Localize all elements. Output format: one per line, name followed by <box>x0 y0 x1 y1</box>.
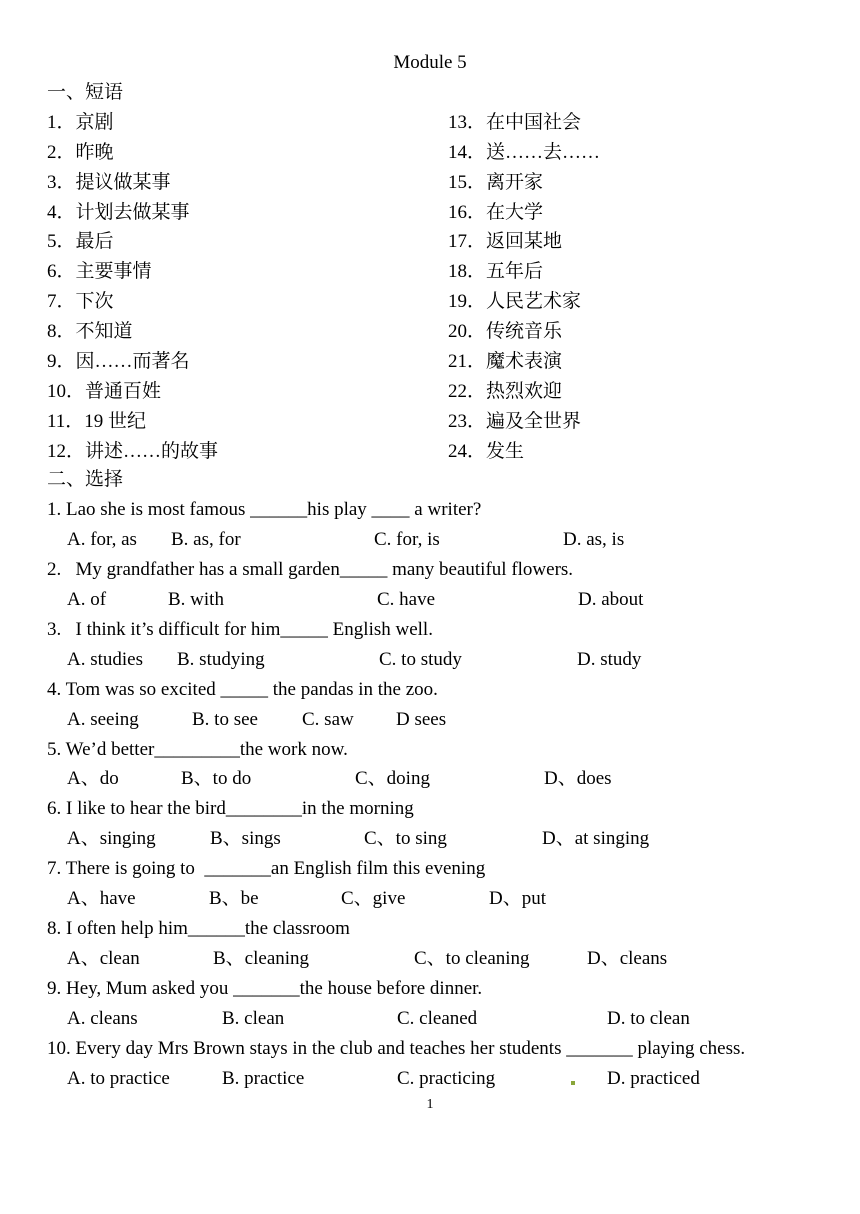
phrase-item: 19．人民艺术家 <box>448 291 582 312</box>
option-d: D. as, is <box>563 529 625 550</box>
option-b: B、cleaning <box>213 948 310 969</box>
question-text: 5. We’d better_________the work now. <box>47 739 348 760</box>
phrase-item: 13．在中国社会 <box>448 112 582 133</box>
phrase-item: 20．传统音乐 <box>448 321 563 342</box>
question-text: 2. My grandfather has a small garden_____ many beautiful flowers. <box>47 559 574 580</box>
phrase-item: 22．热烈欢迎 <box>448 381 563 402</box>
option-d: D. study <box>577 649 642 670</box>
option-d: D、at singing <box>542 828 650 849</box>
option-b: B. studying <box>177 649 265 670</box>
phrase-item: 2．昨晚 <box>47 142 114 163</box>
question-text: 3. I think it’s difficult for him_____ English well. <box>47 619 433 640</box>
option-d: D. to clean <box>607 1008 690 1029</box>
phrase-item: 18．五年后 <box>448 261 544 282</box>
option-c: C、to sing <box>364 828 447 849</box>
question-text: 4. Tom was so excited _____ the pandas in the zoo. <box>47 679 438 700</box>
section-heading-phrases: 一、短语 <box>47 82 124 103</box>
question-text: 6. I like to hear the bird________in the morning <box>47 798 414 819</box>
option-b: B. practice <box>222 1068 305 1089</box>
phrase-item: 9．因……而著名 <box>47 351 190 372</box>
option-d: D. about <box>578 589 644 610</box>
phrase-item: 17．返回某地 <box>448 231 563 252</box>
question-text: 1. Lao she is most famous ______his play ____ a writer? <box>47 499 482 520</box>
phrase-item: 8．不知道 <box>47 321 133 342</box>
option-a: A、singing <box>67 828 156 849</box>
option-d: D、does <box>544 768 612 789</box>
question-text: 7. There is going to _______an English film this evening <box>47 858 486 879</box>
option-a: A. cleans <box>67 1008 138 1029</box>
phrase-item: 15．离开家 <box>448 172 544 193</box>
option-a: A、clean <box>67 948 140 969</box>
option-a: A、do <box>67 768 119 789</box>
phrase-item: 12．讲述……的故事 <box>47 441 219 462</box>
option-c: C. saw <box>302 709 354 730</box>
phrase-item: 10．普通百姓 <box>47 381 162 402</box>
question-text: 8. I often help him______the classroom <box>47 918 350 939</box>
phrase-item: 3．提议做某事 <box>47 172 171 193</box>
option-a: A. for, as <box>67 529 137 550</box>
option-c: C、give <box>341 888 406 909</box>
option-c: C. have <box>377 589 436 610</box>
question-text: 10. Every day Mrs Brown stays in the club and teaches her students _______ playing chess. <box>47 1038 746 1059</box>
option-d: D sees <box>396 709 447 730</box>
section-heading-choice: 二、选择 <box>47 469 124 490</box>
option-b: B. with <box>168 589 224 610</box>
option-d: D、put <box>489 888 547 909</box>
option-b: B. as, for <box>171 529 241 550</box>
page-number: 1 <box>426 1097 434 1112</box>
option-c: C、to cleaning <box>414 948 530 969</box>
phrase-item: 7．下次 <box>47 291 114 312</box>
option-b: B. to see <box>192 709 258 730</box>
phrase-item: 14．送……去…… <box>448 142 601 163</box>
page-title: Module 5 <box>393 52 467 73</box>
phrase-item: 23．遍及全世界 <box>448 411 582 432</box>
option-b: B、sings <box>210 828 281 849</box>
option-c: C、doing <box>355 768 430 789</box>
phrase-item: 4．计划去做某事 <box>47 202 190 223</box>
option-a: A. of <box>67 589 107 610</box>
option-a: A. studies <box>67 649 143 670</box>
option-d: D、cleans <box>587 948 668 969</box>
option-b: B、be <box>209 888 259 909</box>
phrase-item: 11．19 世纪 <box>47 411 147 432</box>
option-d: D. practiced <box>607 1068 700 1089</box>
option-a: A. to practice <box>67 1068 170 1089</box>
phrase-item: 21．魔术表演 <box>448 351 563 372</box>
question-text: 9. Hey, Mum asked you _______the house before dinner. <box>47 978 483 999</box>
option-a: A、have <box>67 888 136 909</box>
phrase-item: 6．主要事情 <box>47 261 152 282</box>
phrase-item: 24．发生 <box>448 441 525 462</box>
option-c: C. for, is <box>374 529 440 550</box>
phrase-item: 5．最后 <box>47 231 114 252</box>
stray-mark <box>571 1081 575 1085</box>
option-c: C. to study <box>379 649 462 670</box>
phrase-item: 16．在大学 <box>448 202 544 223</box>
option-b: B、to do <box>181 768 252 789</box>
option-a: A. seeing <box>67 709 139 730</box>
option-c: C. practicing <box>397 1068 496 1089</box>
option-b: B. clean <box>222 1008 285 1029</box>
option-c: C. cleaned <box>397 1008 478 1029</box>
phrase-item: 1．京剧 <box>47 112 114 133</box>
